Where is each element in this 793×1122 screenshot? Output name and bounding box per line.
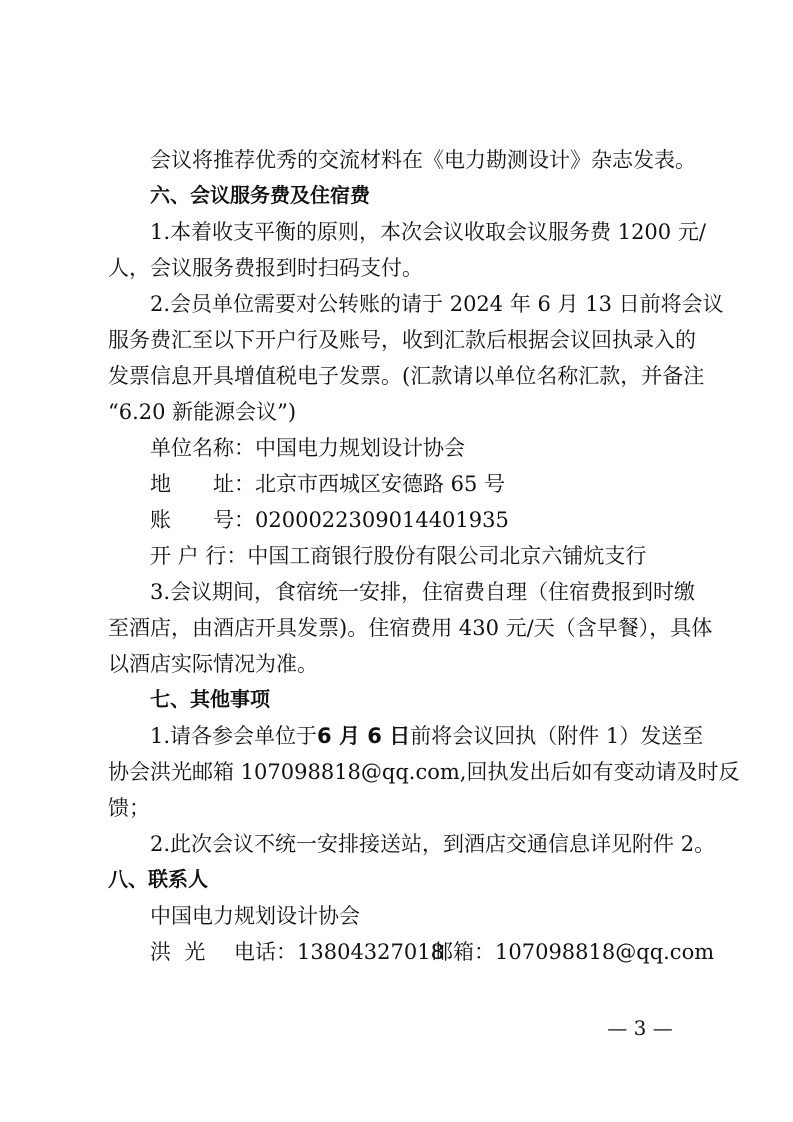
paragraph-line: 发票信息开具增值税电子发票。(汇款请以单位名称汇款，并备注 bbox=[108, 364, 705, 388]
paragraph-line: 馈； bbox=[108, 796, 150, 820]
paragraph-line: 至酒店，由酒店开具发票)。住宿费用 430 元/天（含早餐），具体 bbox=[108, 616, 713, 640]
bank-branch-row bbox=[150, 541, 646, 571]
section-heading-7: 七、其他事项 bbox=[150, 687, 270, 711]
paragraph-line: 以酒店实际情况为准。 bbox=[108, 652, 318, 676]
paragraph-line: 会议将推荐优秀的交流材料在《电力勘测设计》杂志发表。 bbox=[150, 148, 696, 172]
paragraph-line: 3.会议期间，食宿统一安排，住宿费自理（住宿费报到时缴 bbox=[150, 580, 696, 604]
paragraph-line: 1.请各参会单位于6 月 6 日前将会议回执（附件 1）发送至 bbox=[150, 724, 704, 748]
account-label: 账 号： bbox=[150, 508, 255, 532]
contact-name: 洪 光 bbox=[150, 940, 206, 964]
contact-email: 邮箱：107098818@qq.com bbox=[432, 940, 715, 964]
paragraph-line: 协会洪光邮箱 107098818@qq.com,回执发出后如有变动请及时反 bbox=[108, 760, 740, 784]
contact-row bbox=[150, 937, 714, 967]
address-label: 地 址： bbox=[150, 472, 255, 496]
paragraph-line: 2.会员单位需要对公转账的请于 2024 年 6 月 13 日前将会议 bbox=[150, 292, 724, 316]
bank-account-row bbox=[150, 505, 509, 535]
deadline-date: 6 月 6 日 bbox=[317, 724, 411, 748]
paragraph-line: 2.此次会议不统一安排接送站，到酒店交通信息详见附件 2。 bbox=[150, 832, 716, 856]
paragraph-line: 服务费汇至以下开户行及账号，收到汇款后根据会议回执录入的 bbox=[108, 328, 696, 352]
contact-phone: 电话：13804327018 bbox=[234, 940, 444, 964]
account-value: 0200022309014401935 bbox=[255, 508, 509, 532]
bank-unit-row bbox=[150, 433, 465, 463]
section-heading-6: 六、会议服务费及住宿费 bbox=[150, 183, 370, 207]
paragraph-line: “6.20 新能源会议”) bbox=[108, 400, 297, 424]
section-heading-8: 八、联系人 bbox=[108, 867, 208, 891]
address-value: 北京市西城区安德路 65 号 bbox=[255, 472, 506, 496]
paragraph-line: 人，会议服务费报到时扫码支付。 bbox=[108, 256, 423, 280]
unit-value: 中国电力规划设计协会 bbox=[255, 436, 465, 460]
bank-label: 开 户 行： bbox=[150, 544, 248, 568]
contact-org: 中国电力规划设计协会 bbox=[150, 904, 360, 928]
bank-value: 中国工商银行股份有限公司北京六铺炕支行 bbox=[247, 544, 647, 568]
paragraph-line: 1.本着收支平衡的原则，本次会议收取会议服务费 1200 元/ bbox=[150, 220, 706, 244]
page-number: — 3 — bbox=[607, 1016, 673, 1040]
bank-address-row bbox=[150, 469, 505, 499]
unit-label: 单位名称： bbox=[150, 436, 255, 460]
